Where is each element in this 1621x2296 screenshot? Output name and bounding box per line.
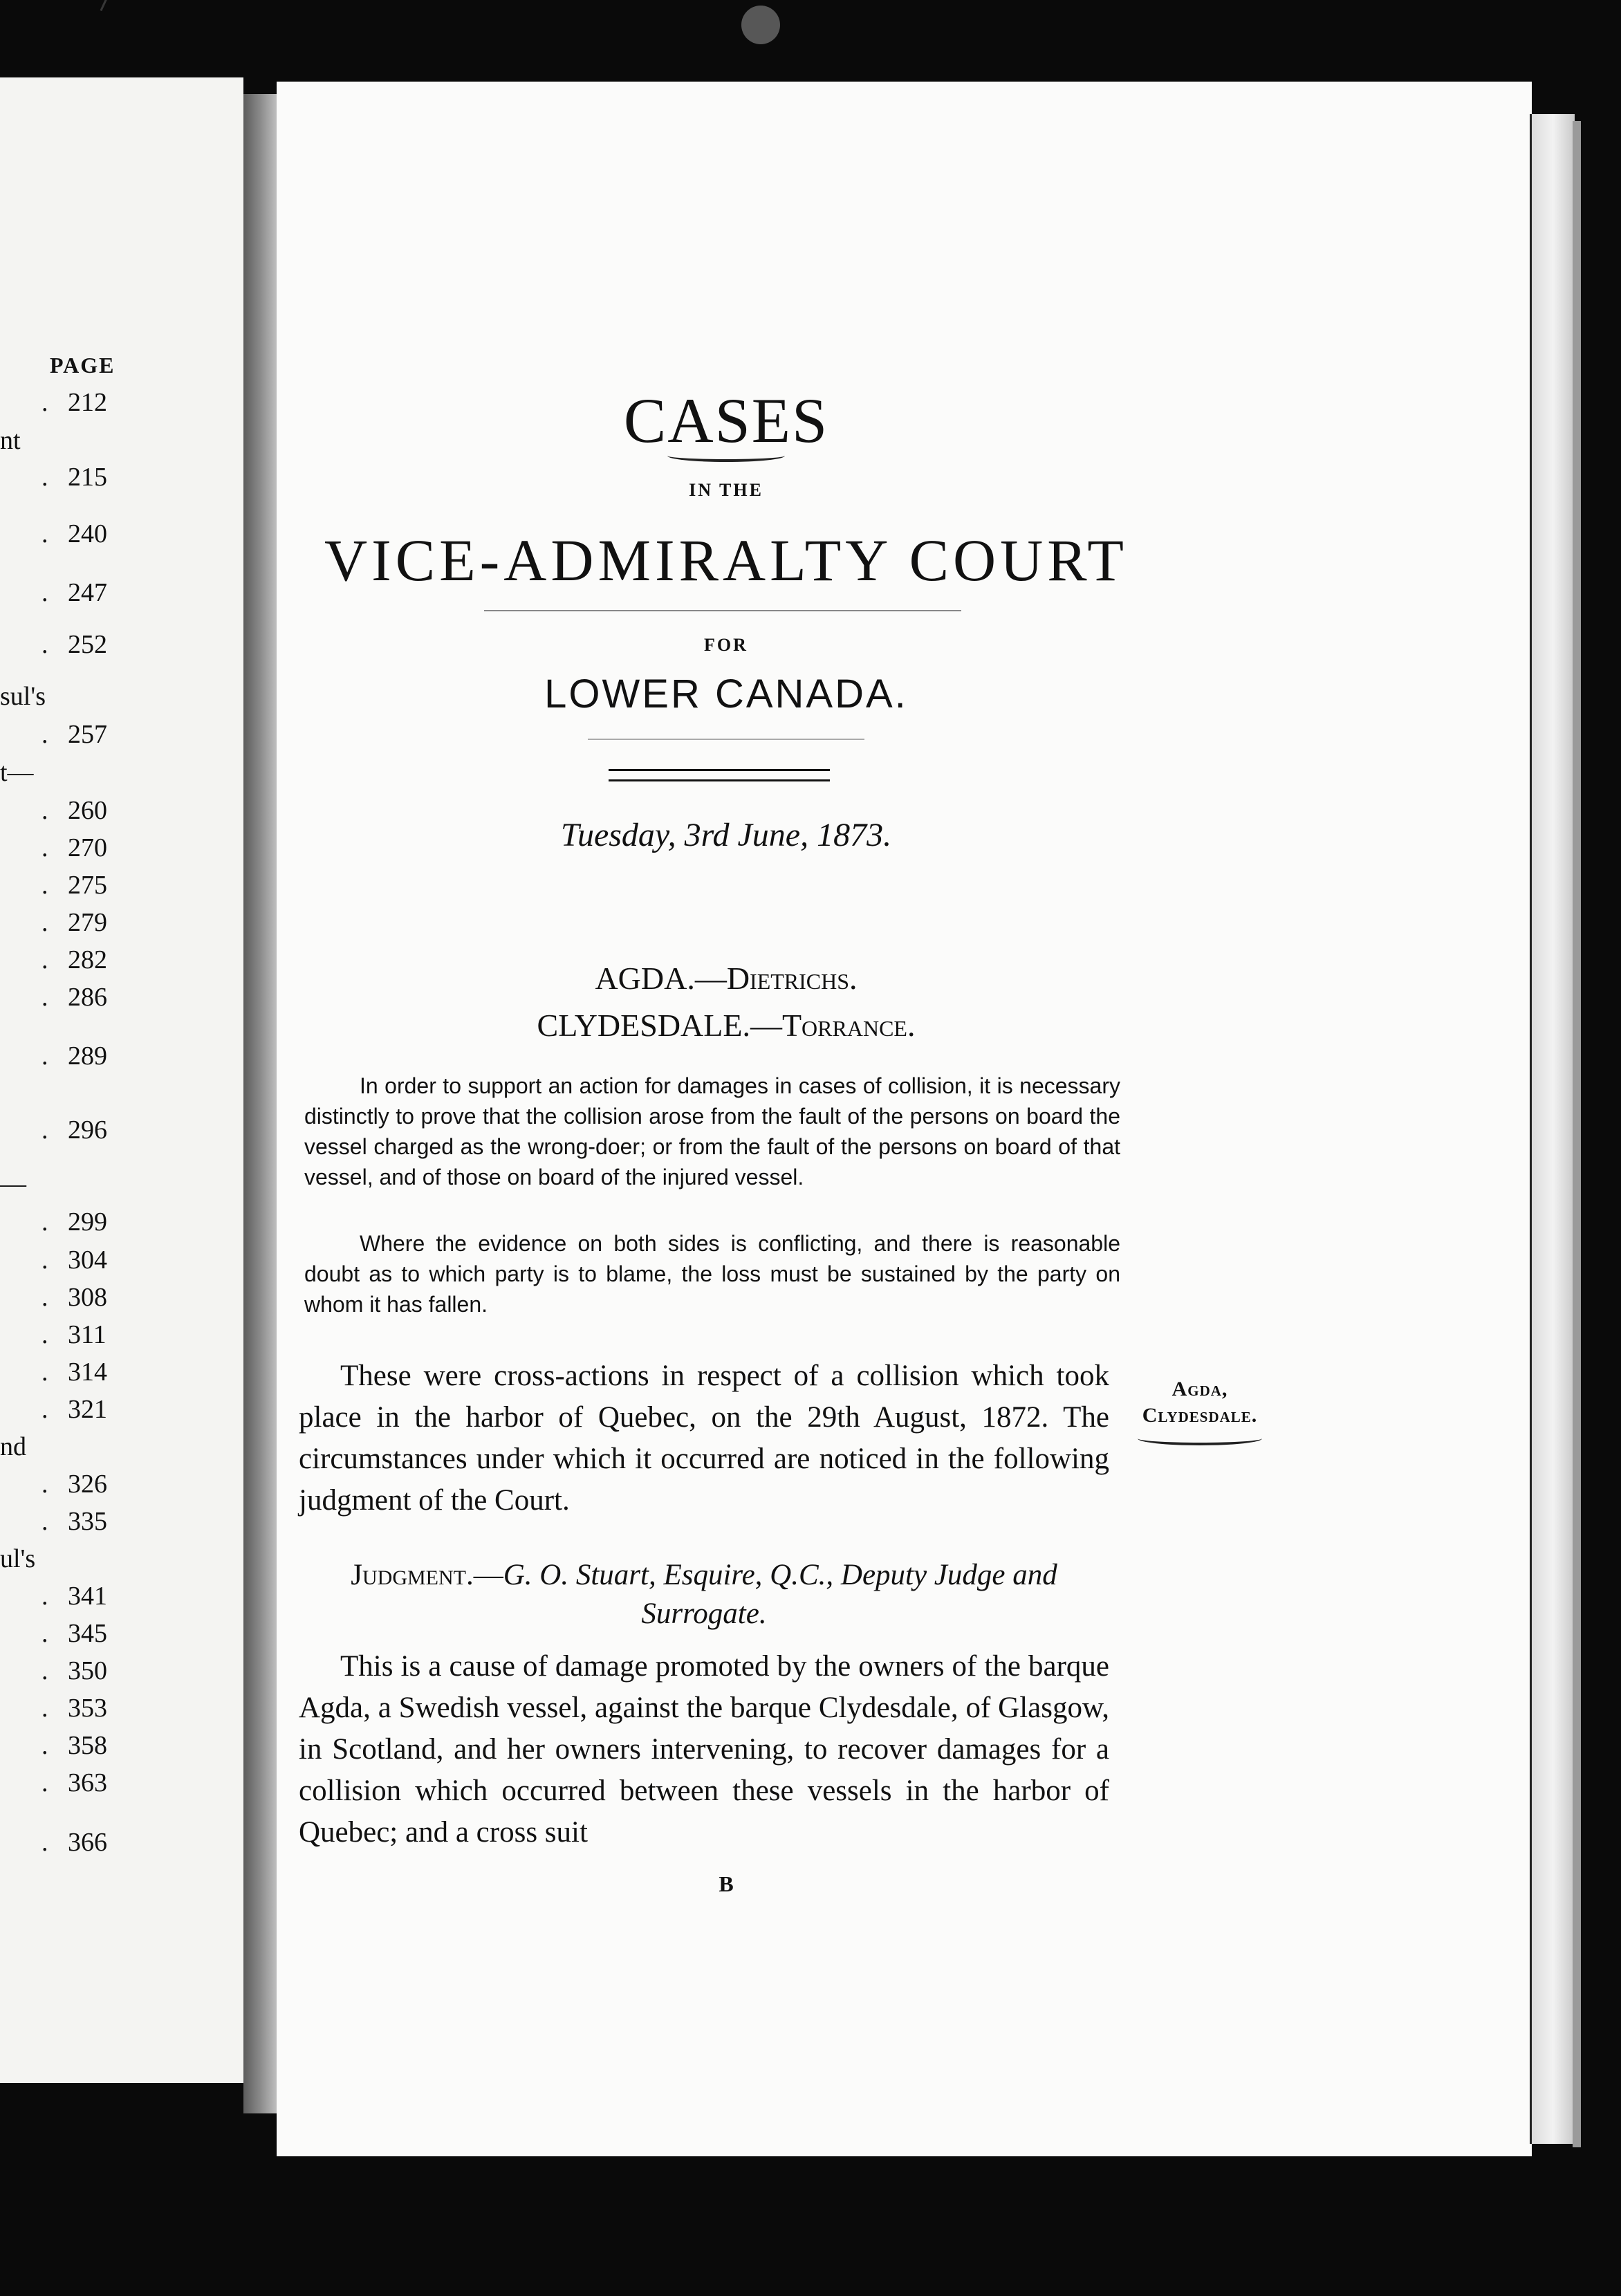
index-page-number: 215 [68, 463, 107, 492]
index-row [0, 1768, 243, 1798]
index-page-number: 341 [68, 1582, 107, 1611]
index-page-number: 321 [68, 1395, 107, 1424]
index-leader-dot: . [41, 388, 48, 417]
page-index [0, 77, 243, 2083]
divider [588, 739, 864, 740]
index-page-number: 304 [68, 1246, 107, 1275]
index-row [0, 833, 243, 863]
index-leader-dot: . [41, 908, 48, 937]
index-title-fragment: nt [0, 426, 21, 455]
body-paragraph: These were cross-actions in respect of a collision which took place in the harbor of Quebec, on the 29th August, 1872. The circumstances under which it occurred are noticed in the following judgment of the Court. [299, 1360, 1109, 1517]
margin-ornament [1138, 1432, 1262, 1445]
index-page-number: 257 [68, 720, 107, 749]
index-row [0, 1544, 243, 1574]
index-leader-dot: . [41, 983, 48, 1012]
index-row [0, 1357, 243, 1387]
scan-artifact [100, 0, 151, 28]
index-leader-dot: . [41, 833, 48, 862]
index-leader-dot: . [41, 1582, 48, 1611]
index-leader-dot: . [41, 1358, 48, 1387]
index-row [0, 945, 243, 975]
index-leader-dot: . [41, 1246, 48, 1275]
index-page-number: 350 [68, 1656, 107, 1685]
body-paragraph: This is a cause of damage promoted by the owners of the barque Agda, a Swedish vessel, against the barque Clydesdale, of Glasgow, in Scotland, and her owners intervening, to recover damages for a collision which occurred between these vessels in the harbor of Quebec; and a cross suit [299, 1650, 1109, 1849]
index-leader-dot: . [41, 1283, 48, 1312]
index-row [0, 1320, 243, 1350]
index-page-number: 314 [68, 1358, 107, 1387]
index-page-number: 353 [68, 1694, 107, 1723]
index-row [0, 519, 243, 549]
index-leader-dot: . [41, 1207, 48, 1237]
scan-artifact-dot [741, 6, 780, 44]
index-page-number: 363 [68, 1768, 107, 1797]
index-leader-dot: . [41, 1768, 48, 1797]
index-row [0, 1581, 243, 1611]
index-row [0, 1656, 243, 1686]
case-party-agda: AGDA.—Dietrichs. [595, 961, 858, 996]
index-leader-dot: . [41, 945, 48, 974]
index-title-fragment: — [0, 1169, 26, 1198]
index-page-number: 326 [68, 1470, 107, 1499]
double-rule-divider [609, 769, 830, 781]
index-row [0, 1618, 243, 1649]
index-row [0, 425, 243, 456]
index-page-number: 311 [68, 1320, 106, 1349]
index-leader-dot: . [41, 1115, 48, 1145]
index-title-fragment: sul's [0, 682, 46, 711]
index-leader-dot: . [41, 720, 48, 749]
index-row [0, 870, 243, 900]
index-title-fragment: t— [0, 758, 34, 787]
index-row [0, 1394, 243, 1425]
index-leader-dot: . [41, 1656, 48, 1685]
subtitle-in-the: IN THE [689, 480, 763, 500]
index-row [0, 681, 243, 712]
index-row [0, 1245, 243, 1275]
index-title-fragment: ul's [0, 1544, 36, 1573]
case-party-clydesdale: CLYDESDALE.—Torrance. [537, 1008, 916, 1043]
index-leader-dot: . [41, 871, 48, 900]
index-page-number: 335 [68, 1507, 107, 1536]
index-title-fragment: nd [0, 1432, 26, 1461]
index-page-number: 247 [68, 578, 107, 607]
index-leader-dot: . [41, 1320, 48, 1349]
index-row [0, 1432, 243, 1462]
page-edge [1530, 114, 1575, 2144]
signature-mark: B [719, 1871, 734, 1896]
case-date: Tuesday, 3rd June, 1873. [560, 817, 892, 853]
headnote-paragraph: In order to support an action for damages in cases of collision, it is necessary distinctly to prove that the collision arose from the fault of the persons on board the vessel charged as the wrong-doer; or from the fault of the persons on board of that vessel, and of those on board of the injured vessel. [304, 1073, 1120, 1189]
page-edge-shadow [1573, 121, 1581, 2147]
index-row [0, 1207, 243, 1237]
index-page-number: 366 [68, 1828, 107, 1857]
index-row [0, 1115, 243, 1145]
index-row [0, 1282, 243, 1313]
index-page-number: 308 [68, 1283, 107, 1312]
index-page-number: 345 [68, 1619, 107, 1648]
index-page-number: 282 [68, 945, 107, 974]
index-leader-dot: . [41, 519, 48, 548]
index-row [0, 1827, 243, 1858]
margin-note: Agda, Clydesdale. [1120, 1376, 1279, 1445]
index-row [0, 387, 243, 418]
divider [484, 610, 961, 611]
index-row [0, 1169, 243, 1199]
index-leader-dot: . [41, 630, 48, 659]
judgment-heading: Judgment.—G. O. Stuart, Esquire, Q.C., Deputy Judge and Surrogate. [351, 1559, 1057, 1630]
court-name: VICE-ADMIRALTY COURT [324, 527, 1128, 593]
index-page-number: 260 [68, 796, 107, 825]
index-leader-dot: . [41, 1041, 48, 1071]
index-page-number: 252 [68, 630, 107, 659]
index-leader-dot: . [41, 463, 48, 492]
page-title: CASES [623, 385, 829, 456]
index-row [0, 1693, 243, 1723]
index-page-number: 358 [68, 1731, 107, 1760]
index-page-number: 296 [68, 1115, 107, 1145]
index-page-number: 212 [68, 388, 107, 417]
index-leader-dot: . [41, 1694, 48, 1723]
index-row [0, 1730, 243, 1761]
index-row [0, 795, 243, 826]
index-leader-dot: . [41, 1828, 48, 1857]
index-row [0, 1469, 243, 1499]
index-leader-dot: . [41, 1619, 48, 1648]
index-page-number: 286 [68, 983, 107, 1012]
index-row [0, 629, 243, 660]
index-page-number: 240 [68, 519, 107, 548]
index-page-number: 270 [68, 833, 107, 862]
index-row [0, 757, 243, 788]
index-leader-dot: . [41, 1395, 48, 1424]
subtitle-for: FOR [704, 635, 748, 655]
index-leader-dot: . [41, 1470, 48, 1499]
index-row [0, 719, 243, 750]
index-row [0, 1506, 243, 1537]
province-name: LOWER CANADA. [544, 672, 908, 716]
title-ornament [667, 450, 785, 462]
index-row [0, 1041, 243, 1071]
index-leader-dot: . [41, 1507, 48, 1536]
left-facing-page [0, 77, 243, 2083]
index-row [0, 907, 243, 938]
index-leader-dot: . [41, 1731, 48, 1760]
index-page-number: 279 [68, 908, 107, 937]
index-page-number: 299 [68, 1207, 107, 1237]
index-row [0, 982, 243, 1012]
index-header: PAGE [50, 353, 115, 378]
index-row [0, 577, 243, 608]
index-leader-dot: . [41, 796, 48, 825]
index-row [0, 462, 243, 492]
index-page-number: 289 [68, 1041, 107, 1071]
headnote-paragraph: Where the evidence on both sides is conflicting, and there is reasonable doubt as to which party is to blame, the loss must be sustained by the party on whom it has fallen. [304, 1231, 1120, 1317]
index-page-number: 275 [68, 871, 107, 900]
index-leader-dot: . [41, 578, 48, 607]
